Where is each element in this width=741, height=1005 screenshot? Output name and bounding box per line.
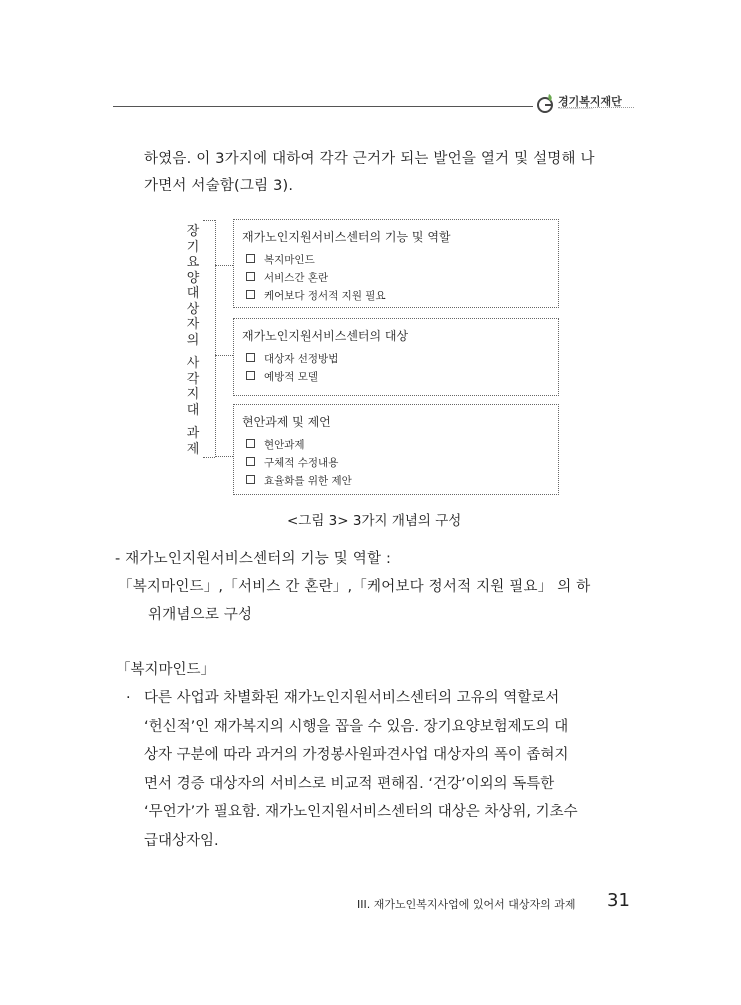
vertical-char: 대 xyxy=(186,402,200,418)
checkbox-square-icon xyxy=(246,272,255,281)
box-items xyxy=(246,436,352,490)
body-paragraph xyxy=(144,684,578,855)
vertical-char xyxy=(186,348,200,356)
header-rule xyxy=(113,106,533,107)
checkbox-square-icon xyxy=(246,371,255,380)
body-line: 상자 구분에 따라 과거의 가정봉사원파견사업 대상자의 폭이 좁혀지 xyxy=(144,747,569,763)
vertical-char: 대 xyxy=(186,286,200,301)
concept-box-role xyxy=(233,219,559,308)
vertical-char: 자 xyxy=(186,317,200,332)
box-item xyxy=(246,454,352,472)
body-line: ‘무언가’가 필요함. 재가노인지원서비스센터의 대상은 차상위, 기초수 xyxy=(144,804,578,820)
bracket-bottom xyxy=(203,457,215,458)
vertical-char: 기 xyxy=(186,239,200,255)
checkbox-square-icon xyxy=(246,457,255,466)
vertical-char: 상 xyxy=(186,301,200,317)
vertical-char: 제 xyxy=(186,441,200,457)
vertical-char xyxy=(186,418,200,426)
checkbox-square-icon xyxy=(246,254,255,263)
vertical-char: 의 xyxy=(186,332,200,348)
intro-line-2: 가면서 서술함(그림 3). xyxy=(144,178,294,194)
box-item xyxy=(246,472,352,490)
checkbox-square-icon xyxy=(246,353,255,362)
box-item xyxy=(246,251,386,269)
section-line-2: 「복지마인드」,「서비스 간 혼란」,「케어보다 정서적 지원 필요」 의 하 xyxy=(118,579,591,595)
org-name: 경기복지재단 xyxy=(558,95,622,108)
box-item-label: 현안과제 xyxy=(264,439,305,451)
box-item-label: 예방적 모델 xyxy=(264,371,319,383)
box-items xyxy=(246,350,338,386)
vertical-char: 양 xyxy=(186,270,200,286)
vertical-char: 장 xyxy=(186,224,200,239)
intro-paragraph xyxy=(144,146,595,200)
body-line: 다른 사업과 차별화된 재가노인지원서비스센터의 고유의 역할로서 xyxy=(144,690,560,706)
vertical-char: 지 xyxy=(186,387,200,402)
box-item-label: 서비스간 혼란 xyxy=(264,272,329,284)
box-title: 재가노인지원서비스센터의 대상 xyxy=(242,329,409,343)
concept-box-target xyxy=(233,318,559,396)
intro-line-1: 하였음. 이 3가지에 대하여 각각 근거가 되는 발언을 열거 및 설명해 나 xyxy=(144,151,595,167)
footer-chapter: III. 재가노인복지사업에 있어서 대상자의 과제 xyxy=(357,898,576,911)
connector-2 xyxy=(215,355,233,356)
vertical-char: 요 xyxy=(186,255,200,270)
concept-box-issues xyxy=(233,404,559,495)
box-item-label: 대상자 선정방법 xyxy=(264,353,339,365)
bullet-icon: · xyxy=(126,690,131,706)
box-item xyxy=(246,287,386,305)
body-line: 급대상자임. xyxy=(144,832,219,849)
box-title: 재가노인지원서비스센터의 기능 및 역할 xyxy=(242,230,451,244)
vertical-char: 사 xyxy=(186,356,200,371)
box-item-label: 복지마인드 xyxy=(264,254,315,266)
box-item-label: 구체적 수정내용 xyxy=(264,457,339,469)
body-line: 면서 경증 대상자의 서비스로 비교적 편해짐. ‘건강’이외의 독특한 xyxy=(144,775,555,792)
box-title: 현안과제 및 제언 xyxy=(242,415,331,429)
box-item-label: 케어보다 정서적 지원 필요 xyxy=(264,290,386,302)
foundation-logo-icon xyxy=(536,92,556,114)
page-number: 31 xyxy=(607,890,630,911)
checkbox-square-icon xyxy=(246,290,255,299)
section-line-1: - 재가노인지원서비스센터의 기능 및 역할 : xyxy=(115,551,392,567)
box-item xyxy=(246,269,386,287)
box-item-label: 효율화를 위한 제안 xyxy=(264,475,352,487)
foundation-logo xyxy=(536,92,636,116)
figure-vertical-label xyxy=(186,224,200,457)
bracket-line xyxy=(215,220,216,457)
box-item xyxy=(246,350,338,368)
section-line-3: 위개념으로 구성 xyxy=(148,607,253,623)
box-item xyxy=(246,436,352,454)
subheading: 「복지마인드」 xyxy=(116,662,216,678)
connector-1 xyxy=(215,265,233,266)
body-line: ‘헌신적’인 재가복지의 시행을 꼽을 수 있음. 장기요양보험제도의 대 xyxy=(144,718,569,735)
box-items xyxy=(246,251,386,305)
checkbox-square-icon xyxy=(246,475,255,484)
box-item xyxy=(246,368,338,386)
connector-3 xyxy=(215,456,233,457)
org-subtitle: GYEONGGI WELFARE FOUNDATION xyxy=(558,107,634,111)
figure-caption: <그림 3> 3가지 개념의 구성 xyxy=(287,513,462,529)
vertical-char: 각 xyxy=(186,371,200,387)
vertical-char: 과 xyxy=(186,426,200,441)
checkbox-square-icon xyxy=(246,439,255,448)
bracket-top xyxy=(203,220,215,221)
